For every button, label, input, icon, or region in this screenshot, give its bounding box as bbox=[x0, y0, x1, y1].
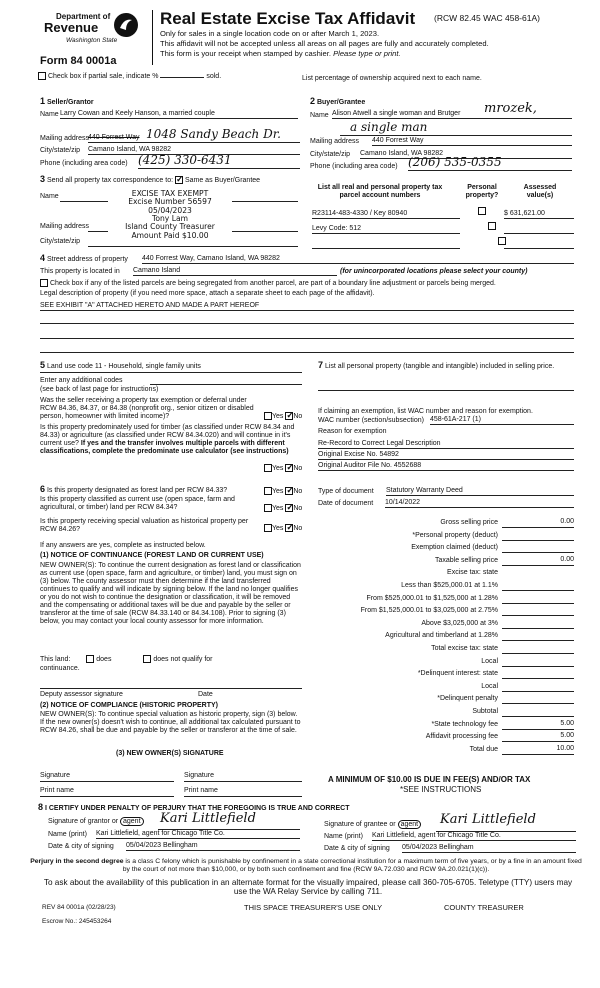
rev-number: REV 84 0001a (02/28/23) bbox=[42, 904, 116, 911]
notice2-title: (2) NOTICE OF COMPLIANCE (HISTORIC PROPERTY) bbox=[40, 702, 218, 709]
street-address-field[interactable]: 440 Forrest Way, Camano Island, WA 98282 bbox=[142, 255, 574, 264]
tax-row-label: Taxable selling price bbox=[434, 556, 498, 564]
q-exemption: Was the seller receiving a property tax exemption or deferral under RCW 84.36, 84.37, or 84.38 (nonprofit org., senior citizen or disabled person, homeowner with limited income)? bbox=[40, 397, 254, 421]
partial-text-c: List percentage of ownership acquired next to each name. bbox=[302, 75, 482, 82]
tax-row bbox=[318, 719, 576, 731]
new-owner-sig-1-label: Signature bbox=[40, 772, 70, 779]
parcel-col-header: List all real and personal property tax parcel account numbers bbox=[317, 184, 443, 200]
perjury-text: is a class C felony which is punishable by confinement in a state correctional institution for a maximum term of five years, or by a fine in an amount fixed by the court of not more than $10,000, or by both such confinement and fine (RCW 9A.72.030 and RCW 9A.20.021(1)(c)). bbox=[122, 858, 582, 873]
s6-q3-no: No bbox=[293, 524, 303, 532]
alt-format-notice: To ask about the availability of this publication in an alternate format for the visually impaired, please call 360-705-6705. Teletype (TTY) users may use the WA Relay Service by calling 711. bbox=[43, 878, 573, 897]
form-rcw: (RCW 82.45 WAC 458-61A) bbox=[434, 13, 540, 23]
s6-q1-text: Is this property designated as forest land per RCW 84.33? bbox=[46, 487, 228, 494]
new-owner-print-1-label: Print name bbox=[40, 787, 74, 794]
seller-mailing-handwritten: 1048 Sandy Beach Dr. bbox=[146, 127, 281, 141]
q-timber-answer bbox=[264, 464, 302, 473]
q-timber-yes: Yes bbox=[272, 464, 284, 472]
tax-row-value[interactable] bbox=[502, 669, 574, 679]
s6-q1-no-box[interactable] bbox=[285, 487, 293, 495]
section7-heading bbox=[318, 360, 580, 371]
tax-row bbox=[318, 706, 576, 718]
grantor-signature[interactable]: Kari Littlefield bbox=[160, 811, 256, 826]
tax-row-label: From $525,000.01 to $1,525,000 at 1.28% bbox=[366, 594, 498, 602]
tax-row-value[interactable]: 5.00 bbox=[502, 720, 574, 730]
located-label: This property is located in bbox=[40, 268, 120, 275]
does-not-checkbox[interactable] bbox=[143, 655, 151, 663]
section5-text: Land use code 11 - Household, single family units bbox=[46, 363, 201, 370]
q-timber-no: No bbox=[293, 464, 303, 472]
tax-row-label: Gross selling price bbox=[440, 519, 498, 526]
grantee-sig-row bbox=[324, 821, 421, 829]
reason-label: Reason for exemption bbox=[318, 428, 387, 435]
s6-q2-no: No bbox=[293, 504, 303, 512]
form-title: Real Estate Excise Tax Affidavit bbox=[160, 9, 416, 28]
tax-row-value[interactable] bbox=[502, 707, 574, 717]
grantee-agent-circled: agent bbox=[398, 820, 422, 829]
tax-row bbox=[318, 744, 576, 756]
tax-row-label: Total due bbox=[469, 745, 498, 753]
tax-row-label: Local bbox=[481, 657, 498, 665]
does-not-label: does not qualify for bbox=[153, 655, 213, 663]
land-use-line[interactable] bbox=[40, 372, 302, 373]
seller-heading bbox=[40, 96, 94, 107]
notice-line3 bbox=[160, 50, 401, 59]
tax-row bbox=[318, 681, 576, 693]
partial-text-b: sold. bbox=[206, 72, 222, 80]
parcel-row-3[interactable] bbox=[312, 248, 460, 249]
grantee-sig-label: Signature of grantee or bbox=[324, 821, 396, 828]
tax-row bbox=[318, 593, 576, 605]
legal-desc-label: Legal description of property (if you need more space, attach a separate sheet to each page of the affidavit). bbox=[40, 290, 375, 297]
buyer-name-typed: Alison Atwell a single woman and Brutger bbox=[332, 110, 461, 117]
seller-name-field[interactable]: Larry Cowan and Keely Hanson, a married couple bbox=[60, 110, 298, 119]
section2-num: 2 bbox=[310, 96, 316, 106]
grantee-signature[interactable]: Kari Littlefield bbox=[440, 812, 536, 827]
section5-num: 5 bbox=[40, 360, 46, 370]
buyer-phone-field[interactable]: (206) 535-0355 bbox=[408, 156, 572, 171]
parcel-row-2[interactable]: Levy Code: 512 bbox=[312, 225, 460, 234]
notice-line1: Only for sales in a single location code on or after March 1, 2023. bbox=[160, 29, 380, 38]
s3-name-label: Name bbox=[40, 193, 59, 200]
personal-checkbox-2[interactable] bbox=[488, 222, 496, 230]
section5-heading bbox=[40, 360, 201, 371]
notice-line2: This affidavit will not be accepted unless all areas on all pages are fully and accurately completed. bbox=[160, 39, 489, 48]
notice2-body: NEW OWNER(S): To continue special valuation as historic property, sign (3) below. If the new owner(s) doesn't wish to continue, all additional tax calculated pursuant to RCW 84.26, shall be due and payable by the seller or transferor at the time of sale. bbox=[40, 711, 301, 735]
same-as-buyer-checkbox[interactable] bbox=[175, 176, 183, 184]
reason-field-2[interactable]: Original Excise No. 54892 bbox=[318, 451, 574, 460]
buyer-city-field[interactable]: Camano Island, WA 98282 bbox=[360, 150, 572, 159]
tax-row-value[interactable] bbox=[502, 694, 574, 704]
partial-sale-checkbox[interactable] bbox=[38, 72, 46, 80]
notice3-text: This form is your receipt when stamped by cashier. bbox=[160, 49, 331, 58]
tax-row-label: Excise tax: state bbox=[447, 569, 498, 577]
buyer-name-label: Name bbox=[310, 112, 329, 119]
does-checkbox[interactable] bbox=[86, 655, 94, 663]
section4-num: 4 bbox=[40, 253, 46, 263]
notice3-type: Please type or print. bbox=[333, 49, 401, 58]
doc-type-field[interactable]: Statutory Warranty Deed bbox=[386, 487, 574, 496]
reason-field-3[interactable]: Original Auditor File No. 4552688 bbox=[318, 462, 574, 471]
tax-row-label: Local bbox=[481, 682, 498, 690]
notice3-title: (3) NEW OWNER(S) SIGNATURE bbox=[116, 750, 224, 757]
seller-city-field[interactable]: Camano Island, WA 98282 bbox=[88, 146, 300, 155]
stamp-line-6: Amount Paid $10.00 bbox=[131, 230, 209, 240]
stamp-line-2: Excise Number 56597 bbox=[128, 197, 212, 207]
grantee-date-field[interactable]: 05/04/2023 Bellingham bbox=[402, 844, 576, 853]
seller-name-label: Name bbox=[40, 111, 59, 118]
tax-row-label: Total excise tax: state bbox=[431, 645, 498, 652]
buyer-mailing-field[interactable]: 440 Forrest Way bbox=[372, 137, 572, 146]
seller-heading-text: Seller/Grantor bbox=[46, 99, 94, 106]
location-field[interactable]: Camano Island bbox=[133, 267, 337, 276]
q-timber-no-box[interactable] bbox=[285, 464, 293, 472]
continuance-label: continuance. bbox=[40, 665, 80, 672]
wac-label: WAC number (section/subsection) bbox=[318, 417, 424, 424]
tax-row-label: *State technology fee bbox=[431, 720, 498, 728]
tax-row-value[interactable]: 5.00 bbox=[502, 732, 574, 742]
new-owner-sig-1[interactable] bbox=[40, 781, 174, 782]
assessed-row-1[interactable]: $ 631,621.00 bbox=[504, 210, 574, 219]
tax-row-value[interactable] bbox=[502, 606, 574, 616]
tax-row-label: Above $3,025,000 at 3% bbox=[421, 619, 498, 627]
partial-sale-row bbox=[38, 72, 221, 81]
see-instructions: *SEE INSTRUCTIONS bbox=[400, 785, 482, 794]
seller-city-label: City/state/zip bbox=[40, 147, 81, 154]
buyer-mailing-label: Mailing address bbox=[310, 138, 360, 145]
tax-row-label: Agricultural and timberland at 1.28% bbox=[385, 632, 498, 640]
tax-row-value[interactable] bbox=[502, 682, 574, 692]
notice1-body: NEW OWNER(S): To continue the current designation as forest land or classification as current use (open space, farm and agriculture, or timber) land, you must sign on (3) below. The county assessor must then determine if the land transferred continues to qualify and will indicate by signing below. If the land no longer qualifies or you do not wish to continue the designation or classification, it will be removed and the compensating or additional taxes will be due and payable by the seller or transferor at the time of sale (RCW 84.33.140 or 84.34.108). Prior to signing (3) below, you may contact your local county assessor for more information. bbox=[40, 562, 301, 626]
doc-type-label: Type of document bbox=[318, 488, 374, 495]
this-land-row bbox=[40, 655, 213, 664]
seller-phone-field[interactable]: (425) 330-6431 bbox=[138, 154, 300, 169]
seller-mailing-field[interactable] bbox=[88, 127, 300, 143]
s6-q2-yes-box[interactable] bbox=[264, 504, 272, 512]
grantee-name-label: Name (print) bbox=[324, 833, 363, 840]
new-owner-print-2[interactable] bbox=[184, 796, 302, 797]
tax-row bbox=[318, 605, 576, 617]
tax-row bbox=[318, 580, 576, 592]
tax-row-value[interactable] bbox=[502, 644, 574, 654]
q-exemption-no: No bbox=[293, 412, 303, 420]
new-owner-sig-2-label: Signature bbox=[184, 772, 214, 779]
tax-row bbox=[318, 530, 576, 542]
doc-date-field[interactable]: 10/14/2022 bbox=[385, 499, 574, 508]
buyer-heading-text: Buyer/Grantee bbox=[316, 99, 366, 106]
section3-heading bbox=[40, 174, 260, 185]
s6-q3-answer bbox=[264, 524, 302, 533]
tax-row-label: Affidavit processing fee bbox=[425, 733, 498, 741]
s6-q2-no-box[interactable] bbox=[285, 504, 293, 512]
tax-row bbox=[318, 656, 576, 668]
perjury-bold: Perjury in the second degree bbox=[30, 858, 124, 865]
dept-line2: Revenue bbox=[44, 20, 99, 35]
form-number: Form 84 0001a bbox=[40, 55, 117, 67]
s3-city-label: City/state/zip bbox=[40, 238, 81, 245]
legal-line-2[interactable] bbox=[40, 323, 574, 324]
s3-mailing-label: Mailing address bbox=[40, 223, 90, 230]
tax-row-value[interactable]: 0.00 bbox=[502, 556, 574, 566]
buyer-name-handwritten-2[interactable]: a single man bbox=[340, 121, 572, 136]
stamp-line-3: 05/04/2023 bbox=[148, 205, 192, 215]
grantor-agent-circled: agent bbox=[120, 817, 144, 826]
grantor-date-field[interactable]: 05/04/2023 Bellingham bbox=[126, 842, 300, 851]
s6-q3-no-box[interactable] bbox=[285, 524, 293, 532]
legal-line-4[interactable] bbox=[40, 352, 574, 353]
section3-num: 3 bbox=[40, 174, 46, 184]
tax-row-value[interactable] bbox=[502, 531, 574, 541]
s6-q3-yes-box[interactable] bbox=[264, 524, 272, 532]
q-timber-text: Is this property predominately used for timber (as classified under RCW 84.34 and 84.33) or agriculture (as classified under RCW 84.34.020) and will continue in it's current use? bbox=[40, 424, 295, 448]
s6-q2: Is this property classified as current use (open space, farm and agricultural, or timber) land per RCW 84.34? bbox=[40, 496, 235, 512]
new-owner-print-2-label: Print name bbox=[184, 787, 218, 794]
s3-mailing-line[interactable] bbox=[88, 231, 108, 232]
header-divider bbox=[152, 10, 153, 65]
tax-row-value[interactable]: 10.00 bbox=[502, 745, 574, 755]
doc-date-label: Date of document bbox=[318, 500, 374, 507]
county-treasurer: COUNTY TREASURER bbox=[444, 903, 524, 912]
stamp-line-4: Tony Lam bbox=[152, 214, 188, 224]
s6-q2-answer bbox=[264, 504, 302, 513]
tax-row bbox=[318, 567, 576, 579]
tax-row bbox=[318, 630, 576, 642]
buyer-name-handwritten: mrozek, bbox=[484, 101, 537, 116]
tax-row-label: From $1,525,000.01 to $3,025,000 at 2.75% bbox=[360, 607, 498, 615]
dept-line3: Washington State bbox=[66, 37, 118, 44]
section1-num: 1 bbox=[40, 96, 46, 106]
tax-row bbox=[318, 643, 576, 655]
section7-num: 7 bbox=[318, 360, 324, 370]
this-land-label: This land: bbox=[40, 655, 71, 663]
section8-num: 8 bbox=[38, 802, 44, 812]
excise-exempt-stamp bbox=[108, 190, 232, 240]
s6-q1-yes-box[interactable] bbox=[264, 487, 272, 495]
buyer-city-label: City/state/zip bbox=[310, 151, 351, 158]
s6-q1-yes: Yes bbox=[272, 487, 284, 495]
grantor-sig-row bbox=[48, 818, 144, 826]
tax-row-label: Less than $525,000.01 at 1.1% bbox=[401, 582, 498, 589]
section6-q1 bbox=[40, 484, 262, 495]
tax-row bbox=[318, 731, 576, 743]
q-exemption-answer bbox=[264, 412, 302, 421]
stamp-line-5: Island County Treasurer bbox=[125, 222, 215, 232]
assessed-row-3[interactable] bbox=[504, 248, 574, 249]
tax-row-label: Exemption claimed (deduct) bbox=[411, 544, 498, 552]
q-exemption-yes: Yes bbox=[272, 412, 284, 420]
additional-codes-line[interactable] bbox=[150, 384, 302, 385]
same-as-buyer-label: Same as Buyer/Grantee bbox=[184, 177, 261, 184]
wac-field[interactable]: 458-61A-217 (1) bbox=[430, 416, 574, 425]
treasurer-use: THIS SPACE TREASURER'S USE ONLY bbox=[244, 903, 383, 912]
segregation-checkbox[interactable] bbox=[40, 279, 48, 287]
unincorp-note: (for unincorporated locations please select your county) bbox=[340, 268, 528, 275]
buyer-name-field[interactable] bbox=[332, 101, 572, 119]
see-back-label: (see back of last page for instructions) bbox=[40, 386, 159, 393]
q-timber-yes-box[interactable] bbox=[264, 464, 272, 472]
tax-row-value[interactable] bbox=[502, 657, 574, 667]
tax-row bbox=[318, 517, 576, 529]
escrow-number: Escrow No.: 245453264 bbox=[42, 918, 112, 925]
q-timber bbox=[40, 424, 302, 456]
tax-row-value[interactable]: 0.00 bbox=[502, 518, 574, 528]
parcel-row-1[interactable]: R23114-483-4330 / Key 80940 bbox=[312, 210, 460, 219]
grantee-name-field[interactable]: Kari Littlefield, agent for Chicago Title Co. bbox=[372, 832, 576, 841]
partial-percent-field[interactable] bbox=[160, 77, 204, 78]
q-timber-bold: If yes and the transfer involves multiple parcels with different classifications, complete the predominate use calculator (see instructions) bbox=[40, 440, 289, 456]
reason-field-1[interactable]: Re-Record to Correct Legal Description bbox=[318, 440, 574, 449]
tax-row bbox=[318, 555, 576, 567]
segregation-text: Check box if any of the listed parcels are being segregated from another parcel, are part of a boundary line adjustment or parcels being merged. bbox=[49, 279, 496, 287]
tax-row-value[interactable] bbox=[502, 619, 574, 629]
deputy-date-label: Date bbox=[198, 691, 213, 698]
new-owner-sig-2[interactable] bbox=[184, 781, 302, 782]
grantor-sig-label: Signature of grantor or bbox=[48, 818, 119, 825]
minimum-due: A MINIMUM OF $10.00 IS DUE IN FEE(S) AND/OR TAX bbox=[328, 775, 531, 784]
assessed-col-header: Assessed value(s) bbox=[523, 184, 557, 200]
section7-text: List all personal property (tangible and intangible) included in selling price. bbox=[324, 363, 555, 370]
dept-line1: Department of bbox=[56, 12, 111, 21]
grantor-name-label: Name (print) bbox=[48, 831, 87, 838]
seller-mailing-label: Mailing address bbox=[40, 135, 90, 142]
s6-if-yes: If any answers are yes, complete as instructed below. bbox=[40, 542, 206, 549]
seller-mailing-struck: 440 Forrest Way bbox=[88, 134, 140, 141]
grantor-date-label: Date & city of signing bbox=[48, 843, 114, 850]
section4-text: Street address of property bbox=[46, 256, 128, 263]
tax-row-value[interactable] bbox=[502, 594, 574, 604]
q-exemption-yes-box[interactable] bbox=[264, 412, 272, 420]
grantee-date-label: Date & city of signing bbox=[324, 845, 390, 852]
tax-row-label: *Personal property (deduct) bbox=[412, 531, 498, 539]
perjury-notice bbox=[30, 858, 582, 874]
segregation-row bbox=[40, 279, 580, 288]
wa-swirl-icon bbox=[112, 10, 140, 40]
tax-row bbox=[318, 668, 576, 680]
s6-q1-no: No bbox=[293, 487, 303, 495]
personal-col-header: Personal property? bbox=[465, 184, 499, 200]
legal-line-3[interactable] bbox=[40, 338, 574, 339]
partial-text-a: Check box if partial sale, indicate % bbox=[47, 72, 159, 80]
tax-row bbox=[318, 693, 576, 705]
enter-codes-label: Enter any additional codes bbox=[40, 377, 123, 384]
seller-phone-label: Phone (including area code) bbox=[40, 160, 128, 167]
deputy-label: Deputy assessor signature bbox=[40, 691, 123, 698]
tax-row-label: Subtotal bbox=[472, 708, 498, 715]
s6-q1-answer bbox=[264, 487, 302, 496]
tax-row-value[interactable] bbox=[502, 581, 574, 591]
section4-heading bbox=[40, 253, 128, 264]
section8-text: I CERTIFY UNDER PENALTY OF PERJURY THAT THE FOREGOING IS TRUE AND CORRECT bbox=[44, 805, 350, 812]
personal-checkbox-3[interactable] bbox=[498, 237, 506, 245]
tax-row-value[interactable] bbox=[502, 543, 574, 553]
s3-city-line[interactable] bbox=[88, 246, 298, 247]
assessed-row-2[interactable] bbox=[504, 233, 574, 234]
new-owner-print-1[interactable] bbox=[40, 796, 174, 797]
tax-row bbox=[318, 542, 576, 554]
dor-logo bbox=[44, 10, 144, 54]
s6-q2-yes: Yes bbox=[272, 504, 284, 512]
s3-mailing-line-2[interactable] bbox=[232, 231, 298, 232]
s6-q3: Is this property receiving special valuation as historical property per RCW 84.26? bbox=[40, 518, 249, 534]
s3-name-line[interactable] bbox=[60, 201, 108, 202]
tax-row-label: *Delinquent interest: state bbox=[417, 670, 498, 678]
deputy-sig-line[interactable] bbox=[40, 688, 302, 689]
tax-row bbox=[318, 618, 576, 630]
section3-text: Send all property tax correspondence to: bbox=[46, 177, 174, 184]
does-label: does bbox=[96, 655, 112, 663]
buyer-phone-label: Phone (including area code) bbox=[310, 163, 398, 170]
tax-row-label: *Delinquent penalty bbox=[437, 695, 498, 703]
grantor-name-field[interactable]: Kari Littlefield, agent for Chicago Title Co. bbox=[96, 830, 300, 839]
q-exemption-no-box[interactable] bbox=[285, 412, 293, 420]
personal-checkbox-1[interactable] bbox=[478, 207, 486, 215]
personal-prop-line-1[interactable] bbox=[318, 390, 574, 391]
exempt-text: If claiming an exemption, list WAC number and reason for exemption. bbox=[318, 408, 533, 415]
s6-q3-yes: Yes bbox=[272, 524, 284, 532]
stamp-line-1: EXCISE TAX EXEMPT bbox=[131, 189, 209, 198]
legal-desc-field[interactable]: SEE EXHIBIT "A" ATTACHED HERETO AND MADE A PART HEREOF bbox=[40, 302, 574, 311]
section6-num: 6 bbox=[40, 484, 46, 494]
s3-name-line-2[interactable] bbox=[232, 201, 298, 202]
notice1-title: (1) NOTICE OF CONTINUANCE (FOREST LAND OR CURRENT USE) bbox=[40, 552, 264, 559]
tax-row-value[interactable] bbox=[502, 631, 574, 641]
